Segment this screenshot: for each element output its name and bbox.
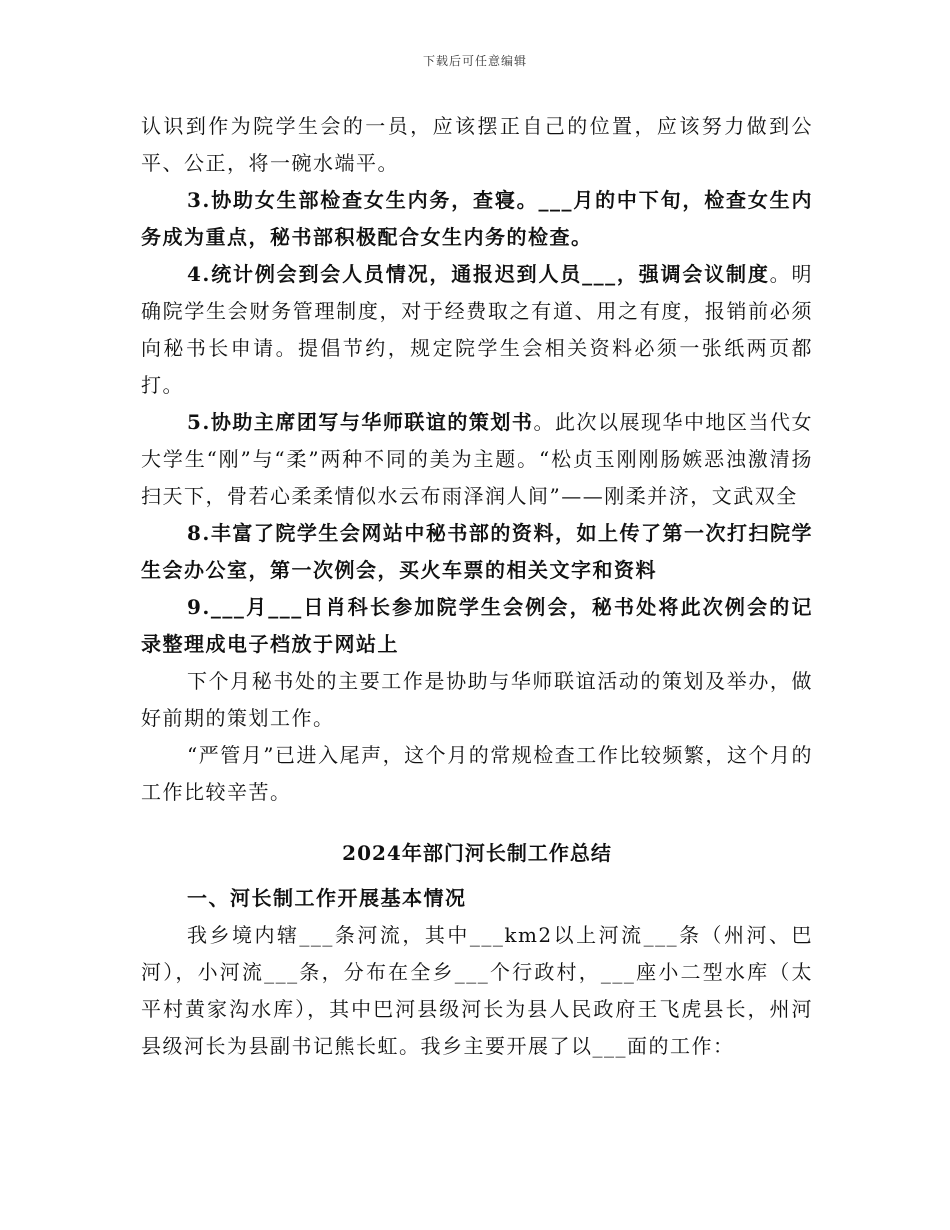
item-5-heading: 5.协助主席团写与华师联谊的策划书 bbox=[187, 410, 534, 434]
paragraph-item-4 bbox=[141, 256, 813, 404]
section-body: 我乡境内辖___条河流，其中___km2以上河流___条（州河、巴河），小河流___条，分布在全乡___个行政村，___座小二型水库（太平村黄家沟水库），其中巴河县级河长为县人民政府王飞虎县长，州河县级河长为县副书记熊长虹。我乡主要开展了以___面的工作： bbox=[141, 923, 813, 1058]
paragraph-item-9: 9.___月___日肖科长参加院学生会例会，秘书处将此次例会的记录整理成电子档放于网站上 bbox=[141, 595, 813, 656]
document-body bbox=[141, 108, 813, 1065]
paragraph-intro: 认识到作为院学生会的一员，应该摆正自己的位置，应该努力做到公平、公正，将一碗水端平。 bbox=[141, 114, 813, 175]
paragraph-summary: “严管月”已进入尾声，这个月的常规检查工作比较频繁，这个月的工作比较辛苦。 bbox=[141, 743, 813, 804]
section-subheading: 一、河长制工作开展基本情况 bbox=[187, 886, 467, 910]
page-header: 下载后可任意编辑 bbox=[422, 54, 527, 68]
item-5-text: 。此次以展现华中地区当代女大学生“刚”与“柔”两种不同的美为主题。“松贞玉刚刚肠嫉恶浊激清扬扫天下，骨若心柔柔情似水云布雨泽润人间”——刚柔并济，文武双全 bbox=[141, 410, 813, 508]
paragraph-item-3: 3.协助女生部检查女生内务，查寝。___月的中下旬，检查女生内务成为重点，秘书部积极配合女生内务的检查。 bbox=[141, 188, 813, 249]
paragraph-item-5 bbox=[141, 404, 813, 515]
paragraph-next-month: 下个月秘书处的主要工作是协助与华师联谊活动的策划及举办，做好前期的策划工作。 bbox=[141, 669, 813, 730]
paragraph-item-8: 8.丰富了院学生会网站中秘书部的资料，如上传了第一次打扫院学生会办公室，第一次例会，买火车票的相关文字和资料 bbox=[141, 521, 813, 582]
section-title: 2024年部门河长制工作总结 bbox=[342, 841, 612, 865]
item-4-heading: 4.统计例会到会人员情况，通报迟到人员___，强调会议制度 bbox=[187, 262, 770, 286]
item-4-text: 。明确院学生会财务管理制度，对于经费取之有道、用之有度，报销前必须向秘书长申请。提倡节约，规定院学生会相关资料必须一张纸两页都打。 bbox=[141, 262, 813, 397]
